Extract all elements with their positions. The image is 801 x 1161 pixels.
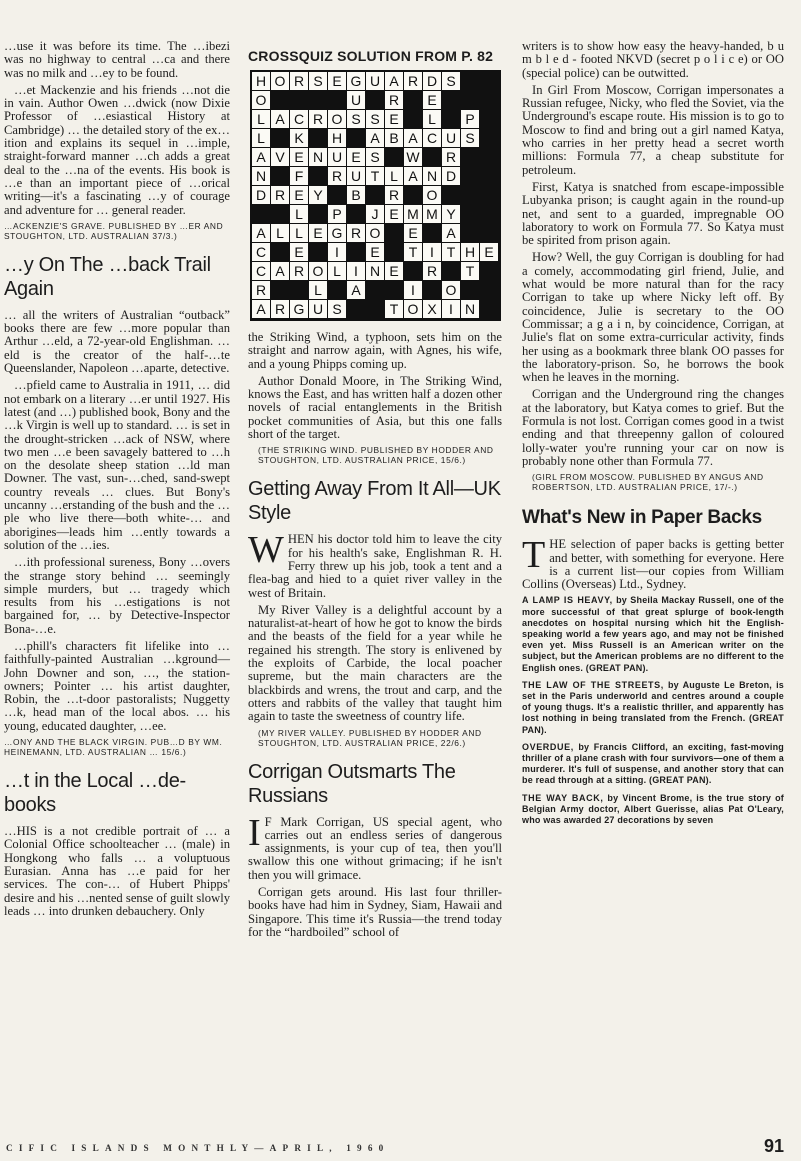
article-heading: Getting Away From It All—UK Style: [248, 478, 501, 525]
crossword-cell: K: [290, 129, 309, 148]
paragraph: the Striking Wind, a typhoon, sets him on the straight and narrow again, with Agnes, his wife, and a young Phipps coming up.: [248, 330, 502, 371]
paragraph: HEN his doctor told him to leave the city for his health's sake, Englishman R. H. Ferry threw up his job, took a tent and a flea-bag and hied to a quiet river valley in the west of Britain.: [248, 532, 502, 600]
crossword-cell: B: [385, 129, 404, 148]
crossword-cell: O: [271, 72, 290, 91]
crossword-cell: N: [252, 167, 271, 186]
crossword-cell: O: [423, 186, 442, 205]
paragraph: Corrigan gets around. His last four thriller-books have had him in Sydney, Siam, Hawaii and Singapore. This time it's Russia—the trend today for the “hardboiled” school of: [248, 885, 502, 939]
crossword-black-square: [480, 148, 499, 167]
crossword-black-square: [461, 167, 480, 186]
crossword-black-square: [442, 186, 461, 205]
crossword-cell: R: [385, 186, 404, 205]
crossword-cell: O: [366, 224, 385, 243]
crossword-cell: L: [252, 110, 271, 129]
crossword-cell: M: [423, 205, 442, 224]
crossword-cell: O: [252, 91, 271, 110]
list-item: THE WAY BACK, by Vincent Brome, is the true story of Belgian Army doctor, Albert Guerisse, alias Pat O'Leary, who was awarded 27 decorations by seven: [522, 792, 785, 826]
crossword-black-square: [461, 72, 480, 91]
publication-credit: …ONY AND THE BLACK VIRGIN. PUB…D BY WM. HEINEMANN, LTD. AUSTRALIAN … 15/6.): [4, 737, 223, 758]
crossword-cell: E: [328, 72, 347, 91]
publication-credit: (THE STRIKING WIND. PUBLISHED BY HODDER AND STOUGHTON, LTD. AUSTRALIAN PRICE, 15/6.): [258, 445, 494, 466]
crossword-cell: S: [366, 148, 385, 167]
list-item: OVERDUE, by Francis Clifford, an exciting, fast-moving thriller of a plane crash with four survivors—one of them a murderer. It's full of suspense, and another story that can be read through at a sitting. (GREAT PAN).: [522, 741, 784, 786]
crossword-cell: V: [271, 148, 290, 167]
crossword-black-square: [461, 281, 480, 300]
running-footer: CIFIC ISLANDS MONTHLY—APRIL, 1960: [6, 1143, 390, 1153]
crossword-black-square: [480, 300, 499, 319]
crossword-black-square: [480, 205, 499, 224]
crossword-cell: L: [290, 224, 309, 243]
page-number: 91: [764, 1136, 785, 1156]
paragraph: …phill's characters fit lifelike into … faithfully-painted Australian …kground—John Downer and son, …, the station-owners; Pointer … his artist daughter, Robin, the …t-door pastoralists; Nuggetty …k, head man of the local abos. … his young, educated daughter, …ee.: [4, 638, 230, 733]
crossword-black-square: [385, 243, 404, 262]
crossword-cell: A: [252, 300, 271, 319]
crossword-black-square: [328, 91, 347, 110]
crossword-cell: R: [423, 262, 442, 281]
crossword-cell: U: [328, 148, 347, 167]
crossword-cell: I: [328, 243, 347, 262]
crossword-cell: R: [404, 72, 423, 91]
crossword-cell: P: [461, 110, 480, 129]
crossword-cell: A: [385, 72, 404, 91]
crossword-black-square: [290, 91, 309, 110]
crossword-black-square: [404, 186, 423, 205]
paragraph: …use it was before its time. The …ibezi was no highway to central …ca and there was no milk and …ey to be found.: [4, 39, 230, 80]
publication-credit: (MY RIVER VALLEY. PUBLISHED BY HODDER AND STOUGHTON, LTD. AUSTRALIAN PRICE, 22/6.): [258, 727, 482, 748]
crossword-cell: R: [347, 224, 366, 243]
crossword-cell: L: [290, 205, 309, 224]
crossword-cell: U: [347, 167, 366, 186]
drop-cap: W: [248, 529, 284, 572]
crossword-cell: R: [290, 72, 309, 91]
crossword-cell: H: [252, 72, 271, 91]
crossword-black-square: [442, 262, 461, 281]
crossword-cell: E: [309, 224, 328, 243]
crossword-cell: R: [252, 281, 271, 300]
crossword-cell: E: [366, 243, 385, 262]
crossword-cell: T: [404, 243, 423, 262]
crossword-black-square: [347, 243, 366, 262]
crossword-black-square: [366, 300, 385, 319]
crossword-black-square: [385, 281, 404, 300]
crossword-cell: J: [366, 205, 385, 224]
crossword-black-square: [271, 129, 290, 148]
crossword-black-square: [480, 224, 499, 243]
crossword-cell: I: [442, 300, 461, 319]
crossword-cell: O: [309, 262, 328, 281]
paragraph: Author Donald Moore, in The Striking Wind, knows the East, and has written half a dozen other novels of racial entanglements in the British pocket communities of Asia, but this one falls short of the target.: [248, 373, 502, 442]
crossword-cell: A: [271, 110, 290, 129]
crossword-black-square: [328, 281, 347, 300]
crossword-black-square: [309, 91, 328, 110]
crossword-cell: W: [404, 148, 423, 167]
crossword-cell: E: [385, 110, 404, 129]
crossword-cell: N: [366, 262, 385, 281]
crossword-cell: I: [347, 262, 366, 281]
crossword-black-square: [480, 110, 499, 129]
crossword-black-square: [442, 91, 461, 110]
crossword-cell: L: [423, 110, 442, 129]
crossword-cell: A: [252, 224, 271, 243]
list-item: A LAMP IS HEAVY, by Sheila Mackay Russell, one of the more successful of that great splurge of book-length anecdotes on hospital nursing which hit the English-speaking world a few years ago, and may not be finished even yet. Miss Russell is an American writer on the subject, but the American problems are no different to the English ones. (GREAT PAN).: [522, 595, 784, 673]
crossword-cell: T: [385, 300, 404, 319]
crossword-cell: I: [404, 281, 423, 300]
crossword-cell: M: [404, 205, 423, 224]
crossword-cell: E: [385, 262, 404, 281]
crossword-cell: I: [423, 243, 442, 262]
crossword-black-square: [461, 224, 480, 243]
crossword-cell: L: [271, 224, 290, 243]
crossword-cell: L: [252, 129, 271, 148]
crossword-black-square: [366, 91, 385, 110]
crossword-black-square: [404, 91, 423, 110]
crossword-cell: D: [252, 186, 271, 205]
crossword-cell: H: [328, 129, 347, 148]
publication-credit: (GIRL FROM MOSCOW. PUBLISHED BY ANGUS AND ROBERTSON, LTD. AUSTRALIAN PRICE, 17/-.): [532, 472, 764, 493]
crossword-cell: C: [252, 262, 271, 281]
crossword-cell: E: [480, 243, 499, 262]
crossword-cell: U: [442, 129, 461, 148]
paragraph: My River Valley is a delightful account by a naturalist-at-heart of how he got to know the birds and the beasts of the field for a year while he regained his strength. The story is enlivened by the exploits of Carbide, the local poacher supreme, but the main characters are the blackbirds and wrens, the trout and carp, and the otters and rabbits of the valley that taught him again to taste the sweetness of country life.: [248, 602, 502, 724]
crossword-cell: A: [404, 129, 423, 148]
crossword-black-square: [423, 281, 442, 300]
crossword-cell: R: [328, 167, 347, 186]
crossword-black-square: [385, 148, 404, 167]
crossword-cell: G: [328, 224, 347, 243]
crossword-black-square: [480, 91, 499, 110]
crossword-cell: N: [461, 300, 480, 319]
crossword-black-square: [271, 243, 290, 262]
crossword-black-square: [347, 205, 366, 224]
crossword-black-square: [309, 243, 328, 262]
crossword-black-square: [404, 262, 423, 281]
drop-cap: I: [248, 811, 261, 854]
crossword-black-square: [271, 281, 290, 300]
crossword-cell: U: [347, 91, 366, 110]
paragraph: First, Katya is snatched from escape-impossible Lubyanka prison; is caught again in the round-up net, and sent to a guarded, impregnable OO laboratory to work on Formula 77. So Katya must be spirited from prison again.: [522, 179, 784, 248]
paragraph: writers is to show how easy the heavy-handed, b u m b l e d - footed NKVD (secret p o l i c e) or OO (special police) can be outwitted.: [522, 39, 784, 80]
paragraph: …ith professional sureness, Bony …overs the strange story behind … seemingly simple murders, but … tragedy which results from his …estigations is not bargained for, … by Detective-Inspector Bona-…e.: [4, 555, 230, 636]
crossword-black-square: [366, 186, 385, 205]
crossword-cell: D: [442, 167, 461, 186]
crossword-black-square: [385, 224, 404, 243]
article-heading: …y On The …back Trail Again: [4, 253, 211, 300]
drop-cap: T: [522, 534, 546, 577]
crossword-cell: S: [461, 129, 480, 148]
crossword-black-square: [271, 205, 290, 224]
paragraph: HE selection of paper backs is getting better and better, with something for everyone. Here is a current list—our copies from William Collins (Overseas) Ltd., Sydney.: [522, 537, 784, 592]
crossword-black-square: [309, 205, 328, 224]
crossword-cell: P: [328, 205, 347, 224]
crossword-black-square: [271, 167, 290, 186]
crossword-black-square: [461, 91, 480, 110]
crossword-cell: G: [290, 300, 309, 319]
crossword-grid: [250, 70, 501, 321]
crossword-cell: Y: [442, 205, 461, 224]
paragraph: How? Well, the guy Corrigan is doubling for had a comely, accommodating girl friend, Julie, and what would be more natural than for the racy Corrigan to take up where Nicky left off. By coincidence, Julie is secretary to the OO Commissar; a g a i n, by coincidence, Corrigan, at Julie's flat on some extra-curricular activity, finds her using as a bookmark three blank OO passes for the laboratory-prison. So, he borrows the book when he leaves in the morning.: [522, 250, 784, 385]
article-heading: What's New in Paper Backs: [522, 507, 762, 529]
crossword-cell: S: [328, 300, 347, 319]
crossword-black-square: [347, 129, 366, 148]
crossword-black-square: [271, 91, 290, 110]
crossword-black-square: [461, 205, 480, 224]
crossword-cell: X: [423, 300, 442, 319]
crossword-cell: A: [347, 281, 366, 300]
crossword-cell: E: [423, 91, 442, 110]
crossword-black-square: [480, 186, 499, 205]
crossword-cell: C: [423, 129, 442, 148]
crossword-cell: B: [347, 186, 366, 205]
crossword-black-square: [328, 186, 347, 205]
crossword-cell: E: [290, 186, 309, 205]
crossword-cell: H: [461, 243, 480, 262]
crossword-black-square: [347, 300, 366, 319]
article-heading: …t in the Local …de-books: [4, 770, 186, 817]
paragraph: Corrigan and the Underground ring the changes at the laboratory, but Katya comes to grief. But the Formula is not lost. Corrigan comes good in a twist ending and that threepenny gallon of coloured lolly-water you're running your car on now is probably none other than Formula 77.: [522, 387, 784, 468]
crossword-cell: R: [290, 262, 309, 281]
crossword-cell: E: [347, 148, 366, 167]
crossword-cell: O: [442, 281, 461, 300]
crossword-black-square: [252, 205, 271, 224]
paragraph: F Mark Corrigan, US special agent, who carries out an endless series of dangerous assignments, is your cup of tea, then you'll swallow this one without grimacing; if he isn't then you will grimace.: [248, 814, 502, 882]
crossword-black-square: [309, 129, 328, 148]
crossword-title: CROSSQUIZ SOLUTION FROM P. 82: [248, 48, 494, 64]
crossword-cell: T: [442, 243, 461, 262]
crossword-black-square: [480, 262, 499, 281]
crossword-cell: L: [328, 262, 347, 281]
crossword-cell: E: [290, 243, 309, 262]
crossword-cell: T: [461, 262, 480, 281]
crossword-black-square: [423, 224, 442, 243]
crossword-cell: T: [366, 167, 385, 186]
crossword-cell: R: [385, 91, 404, 110]
crossword-cell: C: [252, 243, 271, 262]
list-item: THE LAW OF THE STREETS, by Auguste Le Breton, is set in the Paris underworld and centres around a couple of young thugs. It's a realistic thriller, and apparently has lost nothing in being translated from the French. (GREAT PAN).: [522, 679, 784, 735]
paragraph: … all the writers of Australian “outback” books there are few …more popular than Arthur …eld, a 72-year-old Englishman. …eld is the creator of the half-…te Queenslander, Napoleon …aparte, detective.: [4, 307, 230, 376]
crossword-cell: R: [271, 300, 290, 319]
column-right: [522, 40, 784, 832]
crossword-cell: F: [290, 167, 309, 186]
crossword-black-square: [423, 148, 442, 167]
crossword-cell: E: [290, 148, 309, 167]
crossword-cell: N: [423, 167, 442, 186]
crossword-cell: O: [328, 110, 347, 129]
crossword-cell: A: [366, 129, 385, 148]
crossword-cell: O: [404, 300, 423, 319]
publication-credit: …ACKENZIE'S GRAVE. PUBLISHED BY …ER AND STOUGHTON, LTD. AUSTRALIAN 37/3.): [4, 220, 224, 241]
crossword-cell: S: [366, 110, 385, 129]
crossword-cell: A: [252, 148, 271, 167]
crossword-cell: R: [309, 110, 328, 129]
crossword-black-square: [480, 281, 499, 300]
paperback-list: [522, 595, 784, 826]
crossword-black-square: [404, 110, 423, 129]
crossword-black-square: [461, 186, 480, 205]
crossword-black-square: [309, 167, 328, 186]
crossword-cell: A: [404, 167, 423, 186]
crossword-black-square: [480, 72, 499, 91]
paragraph: …et Mackenzie and his friends …not die in vain. Author Owen …dwick (now Dixie Professor of …esiastical History at Cambridge) … the detailed story of the ex…ition and explains its sequel in …imple, straight-forward manner …ch adds a great deal to the …na of the events. His book is …e than an important piece of …orical writing—it's a fascinating …y of courage and adventure for … general reader.: [4, 82, 230, 217]
crossword-black-square: [290, 281, 309, 300]
column-left: [4, 40, 230, 922]
crossword-cell: C: [290, 110, 309, 129]
crossword-cell: S: [309, 72, 328, 91]
crossword-cell: S: [442, 72, 461, 91]
crossword-cell: R: [442, 148, 461, 167]
crossword-cell: E: [385, 205, 404, 224]
crossword-cell: U: [366, 72, 385, 91]
paragraph: …pfield came to Australia in 1911, … did not embark on a literary …er until 1927. His latest (and …) published book, Bony and the …k Virgin is well up to standard. … is set in the drought-stricken …ack of NSW, where two men …e been savagely battered to …h on the desolate sheep station …ld man Downer. The vast, sun-…ched, sand-swept country reveals … clues. But Bony's uncanny …erstanding of the bush and the …ple who live there—both white-… and aborigines—leads him …ently towards a solution of the …ies.: [4, 378, 230, 552]
crossword-cell: G: [347, 72, 366, 91]
paragraph: In Girl From Moscow, Corrigan impersonates a Russian refugee, Nicky, who fled the Soviet, via the Underground's escape route. His mission is to go to Moscow to find and bring out a girl named Katya, who carries in her pretty head a secret worth millions: Formula 77, a cheap substitute for petroleum.: [522, 82, 784, 177]
crossword-black-square: [366, 281, 385, 300]
crossword-cell: L: [309, 281, 328, 300]
crossword-cell: A: [442, 224, 461, 243]
crossword-cell: Y: [309, 186, 328, 205]
crossword-cell: A: [271, 262, 290, 281]
crossword-cell: N: [309, 148, 328, 167]
crossword-cell: E: [404, 224, 423, 243]
crossword-black-square: [442, 110, 461, 129]
crossword-cell: U: [309, 300, 328, 319]
column-middle: [248, 40, 502, 943]
crossword-cell: D: [423, 72, 442, 91]
article-heading: Corrigan Outsmarts The Russians: [248, 760, 456, 807]
crossword-black-square: [480, 167, 499, 186]
crossword-black-square: [461, 148, 480, 167]
crossword-cell: L: [385, 167, 404, 186]
crossword-cell: S: [347, 110, 366, 129]
crossword-cell: R: [271, 186, 290, 205]
crossword-black-square: [480, 129, 499, 148]
paragraph: …HIS is a not credible portrait of … a Colonial Office schoolteacher … (male) in Hongkong who falls … a voluptuous Eurasian. Anna has …e paid for her services. The con-… of Hubert Phipps' desire and his …nented sense of guilt slowly leads … into drunken debauchery. Only: [4, 824, 230, 918]
